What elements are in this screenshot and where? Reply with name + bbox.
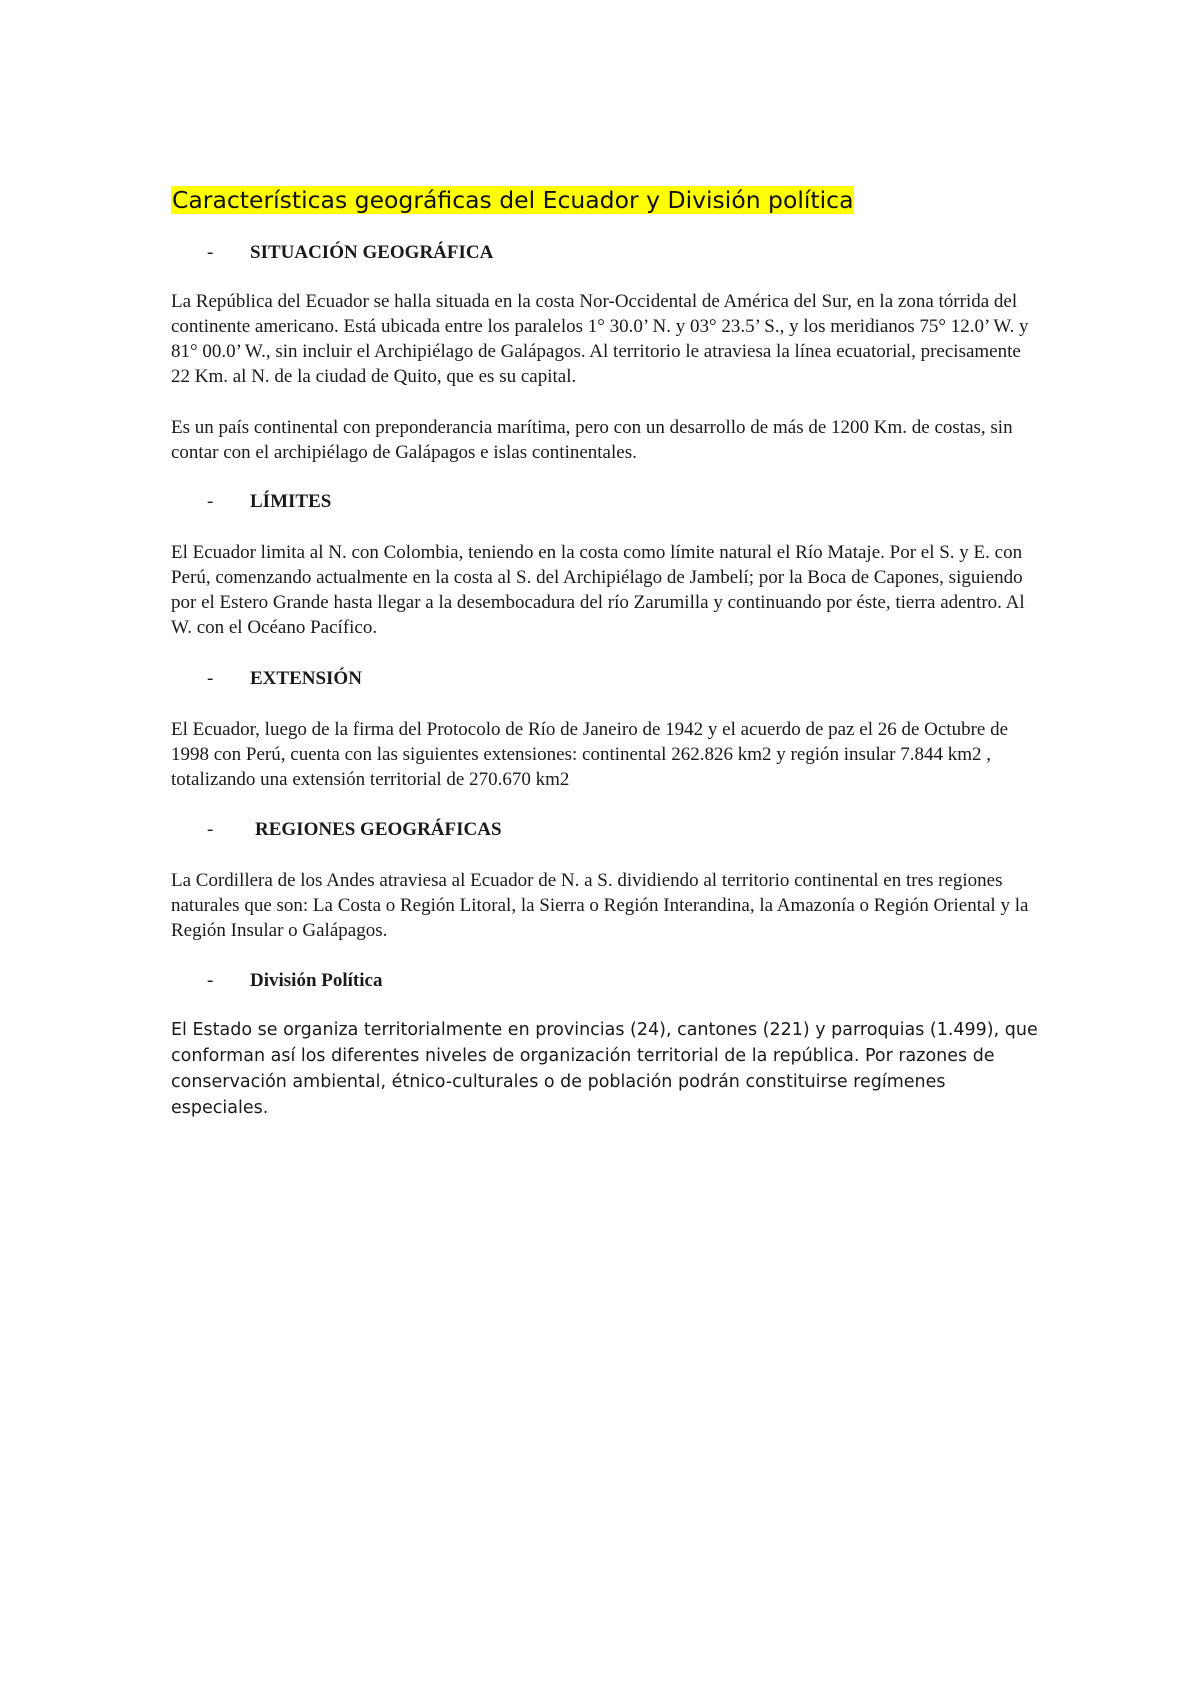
paragraph-limites: El Ecuador limita al N. con Colombia, teniendo en la costa como límite natural el Río Mataje. Por el S. y E. con Perú, comenzando actualmente en la costa al S. del Archipiélago de Jambelí; por la Boca de Capones, siguiendo por el Estero Grande hasta llegar a la desembocadura del río Zarumilla y continuando por éste, tierra adentro. Al W. con el Océano Pacífico. (171, 542, 1025, 638)
document-title-text: Características geográficas del Ecuador y División política (172, 186, 854, 214)
section-heading-regiones-geograficas (171, 817, 1041, 842)
list-dash: - (207, 242, 214, 263)
section-heading-text: División Política (250, 970, 383, 991)
section-heading-text: LÍMITES (250, 491, 332, 512)
paragraph-situacion-geografica: La República del Ecuador se halla situada en la costa Nor-Occidental de América del Sur, en la zona tórrida del continente americano. Está ubicada entre los paralelos 1° 30.0’ N. y 03° 23.5’ S., y los meridianos 75° 12.0’ W. y 81° 00.0’ W., sin incluir el Archipiélago de Galápagos. Al territorio le atraviesa la línea ecuatorial, precisamente 22 Km. al N. de la ciudad de Quito, que es su capital. (171, 291, 1029, 387)
section-heading-extension (171, 666, 1041, 691)
document-body (171, 183, 1041, 1121)
paragraph-extension: El Ecuador, luego de la firma del Protocolo de Río de Janeiro de 1942 y el acuerdo de paz el 26 de Octubre de 1998 con Perú, cuenta con las siguientes extensiones: continental 262.826 km2 y región insular 7.844 km2 , totalizando una extensión territorial de 270.670 km2 (171, 719, 1009, 790)
section-heading-text: SITUACIÓN GEOGRÁFICA (250, 242, 494, 263)
paragraph-pais-continental: Es un país continental con preponderancia marítima, pero con un desarrollo de más de 1200 Km. de costas, sin contar con el archipiélago de Galápagos e islas continentales. (171, 417, 1013, 463)
list-dash: - (207, 668, 214, 689)
document-title (171, 183, 1041, 217)
list-dash: - (207, 491, 214, 512)
list-dash: - (207, 819, 214, 840)
section-heading-division-politica (171, 968, 1041, 993)
section-heading-limites (171, 489, 1041, 514)
section-heading-text: REGIONES GEOGRÁFICAS (255, 819, 502, 840)
section-heading-situacion-geografica (171, 240, 1041, 265)
list-dash: - (207, 970, 214, 991)
paragraph-division-politica: El Estado se organiza territorialmente en provincias (24), cantones (221) y parroquias (1.499), que conforman así los diferentes niveles de organización territorial de la república. Por razones de conservación ambiental, étnico-culturales o de población podrán constituirse regímenes especiales. (171, 1020, 1038, 1118)
paragraph-regiones-geograficas: La Cordillera de los Andes atraviesa al Ecuador de N. a S. dividiendo al territorio continental en tres regiones naturales que son: La Costa o Región Litoral, la Sierra o Región Interandina, la Amazonía o Región Oriental y la Región Insular o Galápagos. (171, 870, 1029, 941)
section-heading-text: EXTENSIÓN (250, 668, 362, 689)
